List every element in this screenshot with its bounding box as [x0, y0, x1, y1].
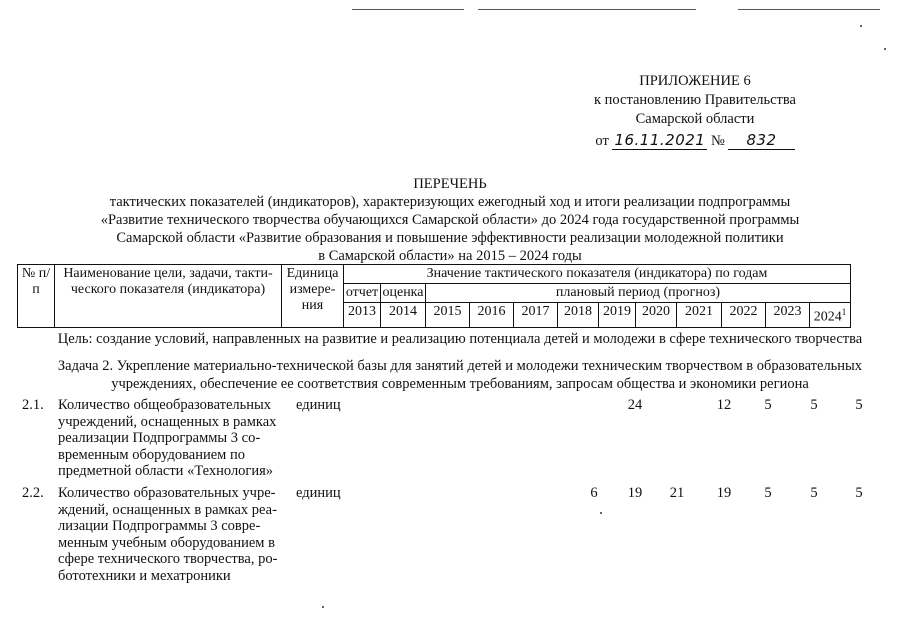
header-report: отчет — [344, 284, 381, 303]
value-2022: 5 — [764, 485, 772, 501]
row-name-line: предметной области «Технология» — [58, 463, 274, 479]
appendix-line2: Самарской области — [635, 111, 755, 127]
scan-speck — [860, 25, 862, 27]
row-name-line: учреждений, оснащенных в рамках — [58, 413, 277, 430]
header-year-2024: 2024$^1$ — [810, 303, 851, 328]
top-rule-3 — [738, 9, 880, 10]
row-number: 2.2. — [22, 485, 44, 501]
title-line: Самарской области «Развитие образования и повышение эффективности реализации молодежной политики — [116, 230, 784, 246]
row-unit: единиц — [296, 397, 341, 413]
top-rule-2 — [478, 9, 696, 10]
row-name-line: лизации Подпрограммы 3 совре- — [58, 518, 261, 534]
row-name-line: реализации Подпрограммы 3 со- — [58, 430, 261, 446]
header-values-title: Значение тактического показателя (индикатора) по годам — [344, 265, 851, 284]
value-2021: 19 — [716, 485, 732, 501]
row-name — [58, 397, 286, 480]
row-name-line: временным оборудованием по — [58, 446, 245, 463]
value-2023: 5 — [810, 485, 818, 501]
date-prefix: от — [595, 133, 609, 149]
row-name-line: Количество образовательных учре- — [58, 485, 276, 501]
header-year: 2020 — [636, 303, 677, 328]
number-prefix: № — [710, 133, 725, 149]
value-2021: 12 — [716, 397, 732, 413]
appendix-date-line — [540, 131, 850, 151]
task-line: учреждениях, обеспечение ее соответствия современным требованиям, запросам общества и экономики региона — [111, 376, 809, 392]
value-2024: 5 — [855, 397, 863, 413]
row-number: 2.1. — [22, 397, 44, 413]
indicator-table-header — [17, 264, 851, 328]
value-2018: 6 — [590, 485, 598, 501]
handwritten-date: 16.11.2021 — [614, 131, 706, 149]
top-rule-1 — [352, 9, 464, 10]
header-num: № п/п — [18, 265, 55, 328]
value-2019: 19 — [627, 485, 643, 501]
header-year: 2019 — [599, 303, 636, 328]
value-2019: 24 — [627, 397, 643, 413]
appendix-block — [540, 72, 850, 151]
value-2022: 5 — [764, 397, 772, 413]
value-2020: 21 — [669, 485, 685, 501]
header-year: 2018 — [558, 303, 599, 328]
title-line: в Самарской области» на 2015 – 2024 годы — [318, 248, 582, 264]
header-year: 2023 — [766, 303, 810, 328]
task-block — [30, 357, 890, 393]
header-year: 2021 — [677, 303, 722, 328]
header-year: 2014 — [381, 303, 426, 328]
document-title — [60, 175, 840, 265]
header-year: 2017 — [514, 303, 558, 328]
footnote-mark: 1 — [841, 307, 847, 317]
title-heading: ПЕРЕЧЕНЬ — [413, 176, 487, 192]
task-line: Задача 2. Укрепление материально-технической базы для занятий детей и молодежи техническим творчеством в образовательных — [57, 358, 863, 374]
appendix-title: ПРИЛОЖЕНИЕ 6 — [639, 73, 751, 89]
scan-speck — [600, 512, 602, 514]
header-unit: Единица измере-ния — [282, 265, 344, 328]
row-name-line: Количество общеобразовательных — [58, 397, 272, 413]
header-year: 2022 — [722, 303, 766, 328]
row-name-line: бототехники и мехатроники — [58, 567, 231, 584]
value-2023: 5 — [810, 397, 818, 413]
scan-speck — [884, 48, 886, 50]
row-name — [58, 485, 286, 584]
title-line: «Развитие технического творчества обучающихся Самарской области» до 2024 года государственной программы — [100, 212, 800, 228]
header-year: 2013 — [344, 303, 381, 328]
row-name-line: менным учебным оборудованием в — [58, 534, 275, 551]
header-estimate: оценка — [381, 284, 426, 303]
goal-text: Цель: создание условий, направленных на развитие и реализацию потенциала детей и молодежи в сфере технического творчества — [57, 331, 863, 347]
appendix-line1: к постановлению Правительства — [594, 92, 796, 108]
header-year: 2016 — [470, 303, 514, 328]
row-unit: единиц — [296, 485, 341, 501]
header-year: 2015 — [426, 303, 470, 328]
scan-speck — [322, 606, 324, 608]
title-line: тактических показателей (индикаторов), характеризующих ежегодный ход и итоги реализации подпрограммы — [109, 194, 791, 210]
handwritten-number: 832 — [728, 131, 794, 150]
row-name-line: ждений, оснащенных в рамках реа- — [58, 501, 277, 518]
row-name-line: сфере технического творчества, ро- — [58, 551, 278, 567]
value-2024: 5 — [855, 485, 863, 501]
header-name: Наименование цели, задачи, такти-ческого показателя (индикатора) — [55, 265, 282, 328]
header-planned: плановый период (прогноз) — [426, 284, 851, 303]
